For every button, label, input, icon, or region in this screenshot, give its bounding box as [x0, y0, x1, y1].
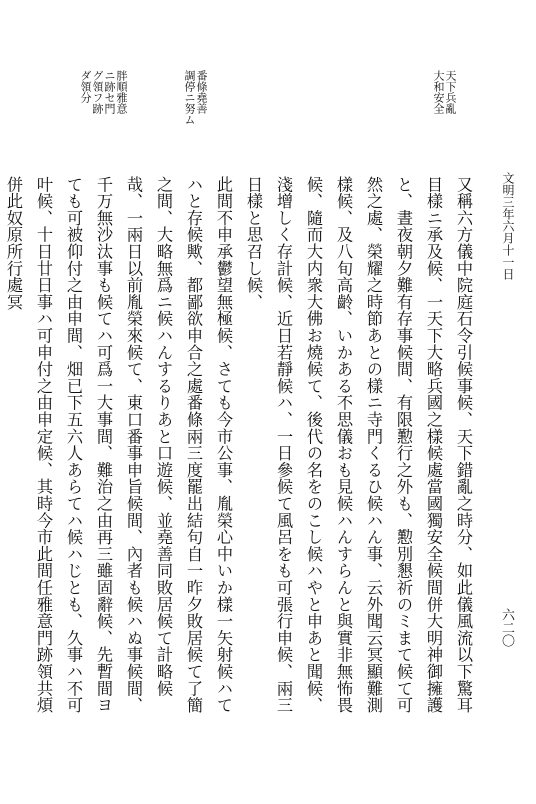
header-note-line: 天下兵亂	[444, 70, 457, 114]
header-note-line: ニ跡セ門	[103, 70, 116, 114]
header-note-center	[171, 70, 207, 130]
header-note-line: グ領フ跡	[91, 70, 104, 114]
header-note-line: 調停ニ努ム	[183, 70, 196, 125]
body-text	[4, 176, 478, 716]
header-note-line: 番條堯善	[195, 70, 208, 114]
header-note-right	[430, 70, 456, 130]
header-note-left	[79, 70, 127, 130]
date-label: 文明三年六月十一日	[501, 172, 515, 280]
page-number: 六二〇	[499, 608, 514, 647]
paragraph-2: 此間不申承鬱望無極候、さても今市公事、胤榮心中いか樣一矢射候ハてハと存候歟、都鄙欲申合之處番條兩三度罷出結句自一昨夕敗居候て了簡之間、大略無爲ニ候ハんするりあと口遊候、並堯善同敗居候て計略候哉、一兩日以前胤榮來候て、東口番事申旨候間、內者も候ハぬ事候間、千万無沙汰事も候てハ可爲一大事間、難治之由再三雖固辭候、先暫間ヨても可被仰付之由申間、畑已下五六人あらてハ候ハじとも、久事ハ不可叶候、十日廿日事ハ可申付之由申定候、其時今市此間任雅意門跡領共煩併此奴原所行處冥	[4, 176, 233, 714]
paragraph-1: 又稱六方儀中院庭石令引候事候、天下錯亂之時分、如此儀風流以下驚耳目樣ニ承及候、一天下大略兵國之樣候處當國獨安全候間併大明神御擁護と、晝夜朝夕難有存事候間、有限懃行之外も、懃別懇祈のミまて候て可然之處、榮耀之時節あとの樣ニ寺門くるひ候ハん事、云外聞云冥顯難測樣候、及八旬高齡、いかある不思儀おも見候ハんすらんと與實非無怖畏候、隨而大内衆大佛お燒候て、後代の名をのこし候ハやと申あと聞候、淺增しく存計候、近日若靜候ハ、一日參候て風呂をも可張行申候、兩三日樣と思召し候、	[244, 176, 473, 714]
header-note-line: 大和安全	[432, 70, 445, 114]
header-note-line: ダ領分	[79, 70, 92, 103]
header-note-line: 胖順雅意	[115, 70, 128, 114]
